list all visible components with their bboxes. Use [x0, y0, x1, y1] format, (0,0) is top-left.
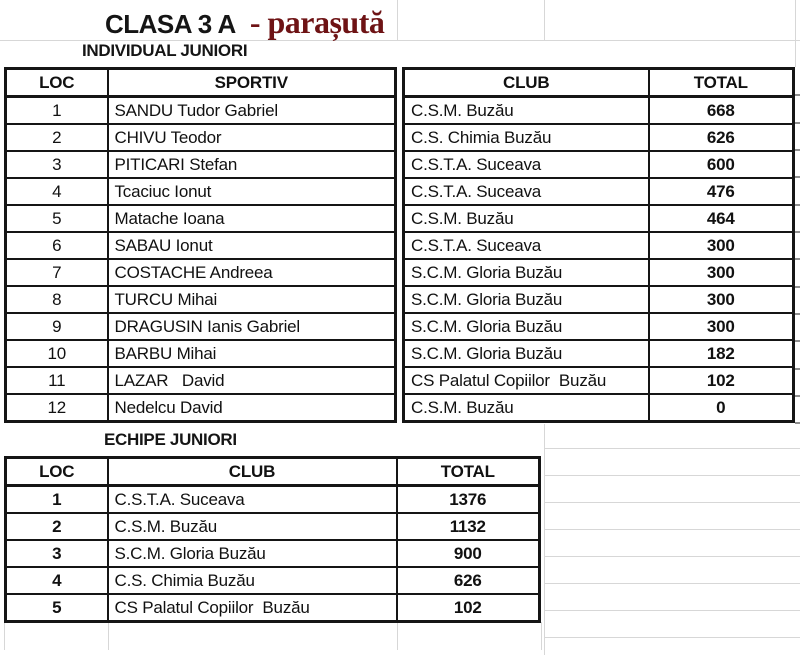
header-sportiv: SPORTIV: [108, 69, 396, 97]
cell-club: C.S.M. Buzău: [404, 205, 649, 232]
cell-total: 102: [649, 367, 794, 394]
table-row: [404, 205, 794, 232]
table-row: [6, 486, 540, 514]
header-row: [6, 458, 540, 486]
gridline: [795, 0, 796, 67]
cell-club: C.S. Chimia Buzău: [108, 567, 397, 594]
table-row: [404, 124, 794, 151]
cell-club: C.S.T.A. Suceava: [404, 232, 649, 259]
cell-loc: 3: [6, 151, 108, 178]
cell-sportiv: Nedelcu David: [108, 394, 396, 422]
cell-total: 300: [649, 286, 794, 313]
cell-club: C.S.T.A. Suceava: [108, 486, 397, 514]
cell-loc: 9: [6, 313, 108, 340]
cell-total: 300: [649, 232, 794, 259]
individual-table-right: [402, 67, 795, 423]
gridline: [545, 448, 800, 449]
cell-total: 102: [397, 594, 540, 622]
cell-loc: 4: [6, 567, 108, 594]
cell-loc: 3: [6, 540, 108, 567]
table-row: [6, 97, 396, 125]
section-heading-individual: INDIVIDUAL JUNIORI: [82, 41, 248, 60]
cell-club: S.C.M. Gloria Buzău: [404, 340, 649, 367]
gridline: [544, 424, 545, 655]
cell-club: C.S.M. Buzău: [108, 513, 397, 540]
class-title: CLASA 3 A: [105, 9, 236, 39]
cell-club: C.S.T.A. Suceava: [404, 178, 649, 205]
gridline-tick: [795, 258, 800, 260]
cell-sportiv: CHIVU Teodor: [108, 124, 396, 151]
cell-loc: 10: [6, 340, 108, 367]
cell-loc: 8: [6, 286, 108, 313]
gridline: [4, 622, 5, 650]
cell-sportiv: BARBU Mihai: [108, 340, 396, 367]
cell-loc: 5: [6, 594, 108, 622]
gridline-tick: [795, 204, 800, 206]
gridline-tick: [795, 286, 800, 288]
header-row: [404, 69, 794, 97]
gridline: [397, 0, 398, 40]
cell-sportiv: Matache Ioana: [108, 205, 396, 232]
cell-sportiv: PITICARI Stefan: [108, 151, 396, 178]
cell-loc: 11: [6, 367, 108, 394]
table-row: [6, 394, 396, 422]
table-row: [404, 313, 794, 340]
cell-sportiv: TURCU Mihai: [108, 286, 396, 313]
cell-loc: 7: [6, 259, 108, 286]
table-row: [404, 232, 794, 259]
cell-loc: 2: [6, 124, 108, 151]
cell-club: CS Palatul Copiilor Buzău: [404, 367, 649, 394]
table-row: [6, 540, 540, 567]
cell-total: 1376: [397, 486, 540, 514]
cell-total: 668: [649, 97, 794, 125]
gridline: [545, 637, 800, 638]
table-row: [6, 367, 396, 394]
table-row: [6, 567, 540, 594]
table-row: [6, 232, 396, 259]
cell-club: S.C.M. Gloria Buzău: [108, 540, 397, 567]
gridline-tick: [795, 149, 800, 151]
gridline: [545, 529, 800, 530]
table-row: [404, 394, 794, 422]
event-title: - parașută: [249, 4, 385, 40]
gridline: [545, 502, 800, 503]
cell-sportiv: LAZAR David: [108, 367, 396, 394]
cell-total: 626: [397, 567, 540, 594]
table-row: [404, 97, 794, 125]
teams-table: [4, 456, 541, 623]
gridline: [545, 475, 800, 476]
cell-loc: 5: [6, 205, 108, 232]
cell-total: 626: [649, 124, 794, 151]
section-heading-echipe: ECHIPE JUNIORI: [104, 430, 237, 449]
table-row: [6, 151, 396, 178]
table-row: [404, 286, 794, 313]
gridline-tick: [795, 340, 800, 342]
cell-total: 900: [397, 540, 540, 567]
table-row: [404, 151, 794, 178]
cell-sportiv: DRAGUSIN Ianis Gabriel: [108, 313, 396, 340]
cell-sportiv: COSTACHE Andreea: [108, 259, 396, 286]
table-row: [6, 124, 396, 151]
cell-loc: 1: [6, 97, 108, 125]
cell-club: S.C.M. Gloria Buzău: [404, 313, 649, 340]
header-row: [6, 69, 396, 97]
page-title: [105, 4, 384, 41]
cell-total: 600: [649, 151, 794, 178]
cell-loc: 4: [6, 178, 108, 205]
gridline: [108, 622, 109, 650]
cell-club: C.S. Chimia Buzău: [404, 124, 649, 151]
cell-loc: 2: [6, 513, 108, 540]
table-row: [6, 513, 540, 540]
gridline-tick: [795, 422, 800, 424]
gridline-tick: [795, 176, 800, 178]
header-loc: LOC: [6, 69, 108, 97]
gridline: [545, 556, 800, 557]
table-row: [404, 340, 794, 367]
cell-loc: 1: [6, 486, 108, 514]
table-row: [6, 178, 396, 205]
gridline-tick: [795, 94, 800, 96]
individual-table-left: [4, 67, 397, 423]
gridline: [397, 622, 398, 650]
table-row: [404, 367, 794, 394]
gridline: [541, 622, 542, 650]
cell-sportiv: SANDU Tudor Gabriel: [108, 97, 396, 125]
header-loc: LOC: [6, 458, 108, 486]
table-row: [6, 594, 540, 622]
table-row: [6, 313, 396, 340]
cell-club: C.S.T.A. Suceava: [404, 151, 649, 178]
cell-loc: 12: [6, 394, 108, 422]
table-row: [6, 259, 396, 286]
gridline-tick: [795, 313, 800, 315]
cell-total: 300: [649, 313, 794, 340]
cell-club: C.S.M. Buzău: [404, 394, 649, 422]
cell-loc: 6: [6, 232, 108, 259]
cell-total: 464: [649, 205, 794, 232]
table-row: [6, 205, 396, 232]
cell-total: 1132: [397, 513, 540, 540]
table-row: [404, 259, 794, 286]
cell-total: 182: [649, 340, 794, 367]
table-row: [404, 178, 794, 205]
cell-club: S.C.M. Gloria Buzău: [404, 286, 649, 313]
cell-total: 300: [649, 259, 794, 286]
table-row: [6, 340, 396, 367]
gridline: [545, 610, 800, 611]
gridline-tick: [795, 368, 800, 370]
header-club: CLUB: [108, 458, 397, 486]
gridline-tick: [795, 395, 800, 397]
header-total: TOTAL: [397, 458, 540, 486]
gridline-tick: [795, 231, 800, 233]
header-total: TOTAL: [649, 69, 794, 97]
gridline: [545, 583, 800, 584]
cell-sportiv: SABAU Ionut: [108, 232, 396, 259]
cell-total: 476: [649, 178, 794, 205]
cell-total: 0: [649, 394, 794, 422]
table-row: [6, 286, 396, 313]
cell-club: C.S.M. Buzău: [404, 97, 649, 125]
cell-club: S.C.M. Gloria Buzău: [404, 259, 649, 286]
gridline-tick: [795, 122, 800, 124]
gridline: [544, 0, 545, 40]
header-club: CLUB: [404, 69, 649, 97]
cell-sportiv: Tcaciuc Ionut: [108, 178, 396, 205]
cell-club: CS Palatul Copiilor Buzău: [108, 594, 397, 622]
